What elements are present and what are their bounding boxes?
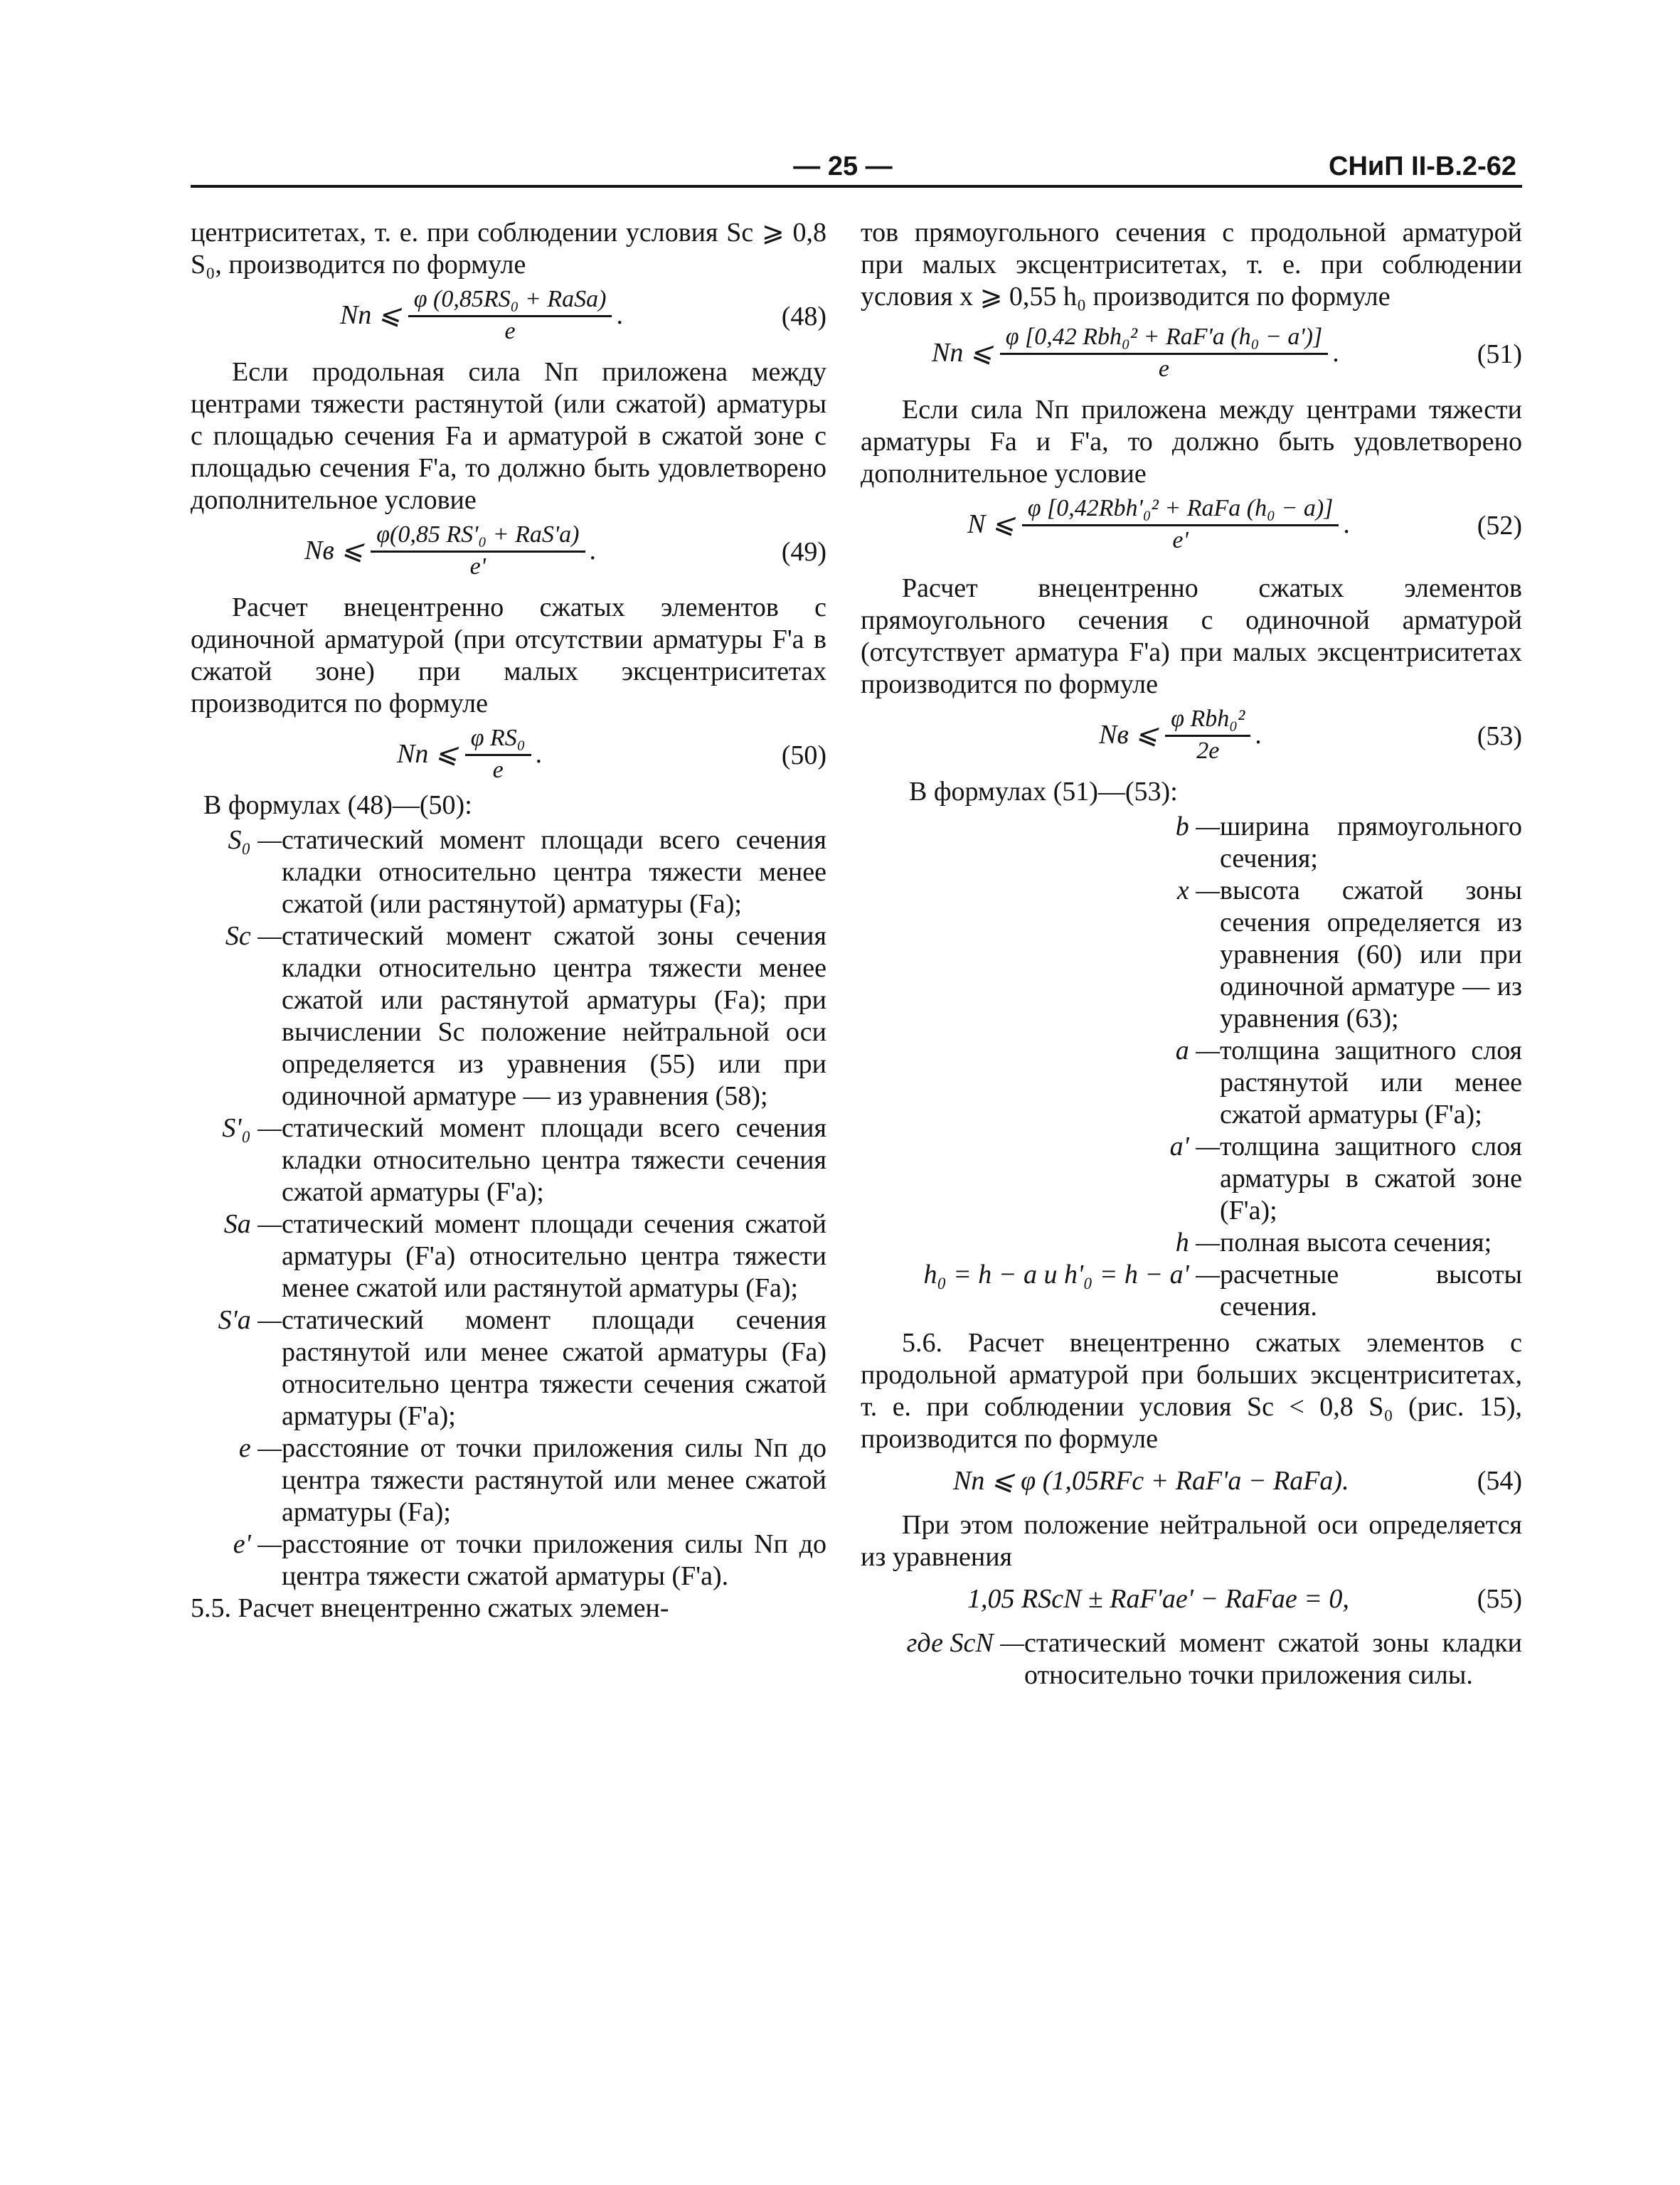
formula-50 [191,724,826,784]
definition-term: e — [238,1433,282,1463]
definition-text: статический момент сжатой зоны сечения кладки относительно центра тяжести менее сжатой или растянутой арматуры (Fа); при вычислении Sс положение нейтральной оси определяется из уравнения (55) или при одиночной арматуре — из уравнения (58); [282,921,826,1111]
formula-50-body: Nп ⩽ $\frac{\text{φ RS₀}}{e}$ . [397,725,543,783]
paragraph: Если сила Nп приложена между центрами тяжести арматуры Fа и F'а, то должно быть удовлетворено дополнительное условие [861,395,1522,489]
header-rule [191,185,1522,188]
formula-numerator: φ [0,42 Rbh₀² + RаF'а (h₀ − a')] [1000,323,1329,355]
definition-term: b — [1175,812,1220,841]
formula-numerator: φ [0,42Rbh'₀² + RаFа (h₀ − a)] [1022,494,1339,526]
formula-denominator: 2e [1196,738,1220,764]
equation-number: (54) [1477,1466,1522,1496]
definition-term: h₀ = h − a и h'₀ = h − a' — [923,1260,1220,1290]
paragraph: Если продольная сила Nп приложена между центрами тяжести растянутой (или сжатой) арматуры с площадью сечения Fа и арматурой в сжатой зоне с площадью сечения F'а, то должно быть удовлетворено дополнительное условие [191,357,826,515]
formula-49 [191,521,826,586]
paragraph: В формулах (51)—(53): [909,777,1178,807]
definition-text: ширина прямоугольного сечения; [1220,812,1522,873]
equation-number: (51) [1477,339,1522,369]
definition-text: толщина защитного слоя растянутой или менее сжатой арматуры (F'а); [1220,1036,1522,1129]
definition-term: Sс — [225,921,282,951]
formula-48-body: Nп ⩽ $\frac{\text{φ (0,85RS₀ + RаSа)}}{e}$ . [340,286,623,344]
left-column [191,217,826,1625]
formula-denominator: e [492,757,504,783]
formula-denominator: e' [469,553,487,580]
definition-term: x — [1176,876,1220,905]
equation-number: (55) [1477,1584,1522,1614]
formula-numerator: φ (0,85RS₀ + RаSа) [408,285,612,317]
section-heading: 5.5. Расчет внецентренно сжатых элемен- [191,1593,669,1623]
equation-number: (49) [781,537,826,567]
definition-term: Sа — [223,1209,282,1239]
equation-number: (53) [1477,721,1522,751]
definition-text: полная высота сечения; [1220,1228,1492,1258]
paragraph: В формулах (48)—(50): [203,790,472,820]
definition-item [191,1112,826,1208]
formula-53 [861,705,1522,770]
equation-number: (48) [781,302,826,331]
definition-item [861,1227,1522,1259]
definition-text: статический момент площади сечения растянутой или менее сжатой арматуры (Fа) относительно центра тяжести сечения сжатой арматуры (F'а); [282,1305,826,1431]
definition-text: статический момент площади сечения сжатой арматуры (F'а) относительно центра тяжести менее сжатой или растянутой арматуры (Fа); [282,1209,826,1303]
paragraph: тов прямоугольного сечения с продольной арматурой при малых эксцентриситетах, т. е. при соблюдении условия x ⩾ 0,55 h₀ производится по формуле [861,218,1522,312]
document-code: СНиП II-B.2-62 [1329,151,1516,181]
definition-term: S'₀ — [222,1113,282,1143]
formula-denominator: e [1158,356,1169,382]
formula-lhs: Nп ⩽ [932,338,993,368]
formula-53-body: Nв ⩽ $\frac{\text{φ Rbh₀²}}{2e}$ . [1099,706,1262,764]
page-number: — 25 — [793,151,893,181]
formula-52-body: N ⩽ $\frac{\text{φ [0,42Rbh'₀² + RаFа (h₀ − a)]}}{e'}$ . [967,495,1350,553]
formula-lhs: Nп ⩽ [340,300,401,330]
definition-term: S₀ — [228,825,282,855]
formula-54 [861,1460,1522,1504]
formula-54-body: Nп ⩽ φ (1,05RFс + RаF'а − RаFа). [953,1466,1349,1496]
definition-list [861,811,1522,1323]
formula-55 [861,1578,1522,1622]
definition-item [861,1035,1522,1131]
definition-text: расстояние от точки приложения силы Nп до центра тяжести растянутой или менее сжатой арматуры (Fа); [282,1433,826,1527]
definition-item [191,1304,826,1432]
definition-item [861,1131,1522,1227]
paragraph: При этом положение нейтральной оси определяется из уравнения [861,1510,1522,1572]
formula-51 [861,323,1522,388]
formula-52 [861,494,1522,560]
definition-term: h — [1175,1228,1220,1258]
definition-list [861,1627,1522,1691]
definition-item [191,920,826,1112]
definition-item [191,824,826,920]
paragraph: 5.6. Расчет внецентренно сжатых элементов с продольной арматурой при больших эксцентриситетах, т. е. при соблюдении условия Sс < 0,8 S₀ (рис. 15), производится по формуле [861,1328,1522,1454]
formula-55-body: 1,05 RScN ± RаF'аe' − RаFаe = 0, [967,1584,1349,1614]
formula-lhs: Nв ⩽ [304,536,364,565]
paragraph: Расчет внецентренно сжатых элементов прямоугольного сечения с одиночной арматурой (отсутствует арматура F'а) при малых эксцентриситетах производится по формуле [861,573,1522,699]
definition-text: расчетные высоты сечения. [1220,1260,1522,1322]
formula-numerator: φ Rbh₀² [1165,705,1250,737]
definition-term: a' — [1169,1132,1220,1161]
definition-item [861,1259,1522,1323]
definition-term: a — [1175,1036,1220,1065]
formula-51-body: Nп ⩽ $\frac{\text{φ [0,42 Rbh₀² + RаF'а (h₀ − a')]}}{e}$ . [932,324,1339,382]
definition-list [191,824,826,1593]
formula-denominator: e [504,318,516,344]
definition-term: e' — [233,1529,282,1559]
definition-term: где ScN — [906,1628,1024,1658]
definition-item [861,1627,1522,1691]
equation-number: (52) [1477,511,1522,541]
definition-item [191,1432,826,1529]
definition-term: S'а — [218,1305,282,1335]
formula-numerator: φ(0,85 RS'₀ + RаS'а) [371,521,585,553]
formula-48 [191,285,826,351]
paragraph: Расчет внецентренно сжатых элементов с одиночной арматурой (при отсутствии арматуры F'а в сжатой зоне) при малых эксцентриситетах производится по формуле [191,592,826,718]
definition-item [861,875,1522,1035]
formula-49-body: Nв ⩽ $\frac{\text{φ(0,85 RS'₀ + RаS'а)}}{e'}$ . [304,521,596,580]
formula-lhs: N ⩽ [967,509,1015,539]
definition-text: высота сжатой зоны сечения определяется из уравнения (60) или при одиночной арматуре — из уравнения (63); [1220,876,1522,1033]
equation-number: (50) [781,740,826,770]
definition-item [191,1529,826,1593]
right-column [861,217,1522,1691]
formula-numerator: φ RS₀ [465,724,531,756]
formula-lhs: Nв ⩽ [1099,720,1159,750]
definition-item [861,811,1522,875]
formula-denominator: e' [1172,527,1189,553]
definition-item [191,1208,826,1304]
formula-lhs: Nп ⩽ [397,739,458,769]
definition-text: статический момент площади всего сечения кладки относительно центра тяжести сечения сжатой арматуры (F'а); [282,1113,826,1207]
definition-text: статический момент сжатой зоны кладки относительно точки приложения силы. [1024,1628,1522,1690]
definition-text: статический момент площади всего сечения кладки относительно центра тяжести менее сжатой (или растянутой) арматуры (Fа); [282,825,826,919]
paragraph: центриситетах, т. е. при соблюдении условия Sс ⩾ 0,8 S₀, производится по формуле [191,218,826,280]
definition-text: толщина защитного слоя арматуры в сжатой зоне (F'а); [1220,1132,1522,1226]
definition-text: расстояние от точки приложения силы Nп до центра тяжести сжатой арматуры (F'а). [282,1529,826,1591]
